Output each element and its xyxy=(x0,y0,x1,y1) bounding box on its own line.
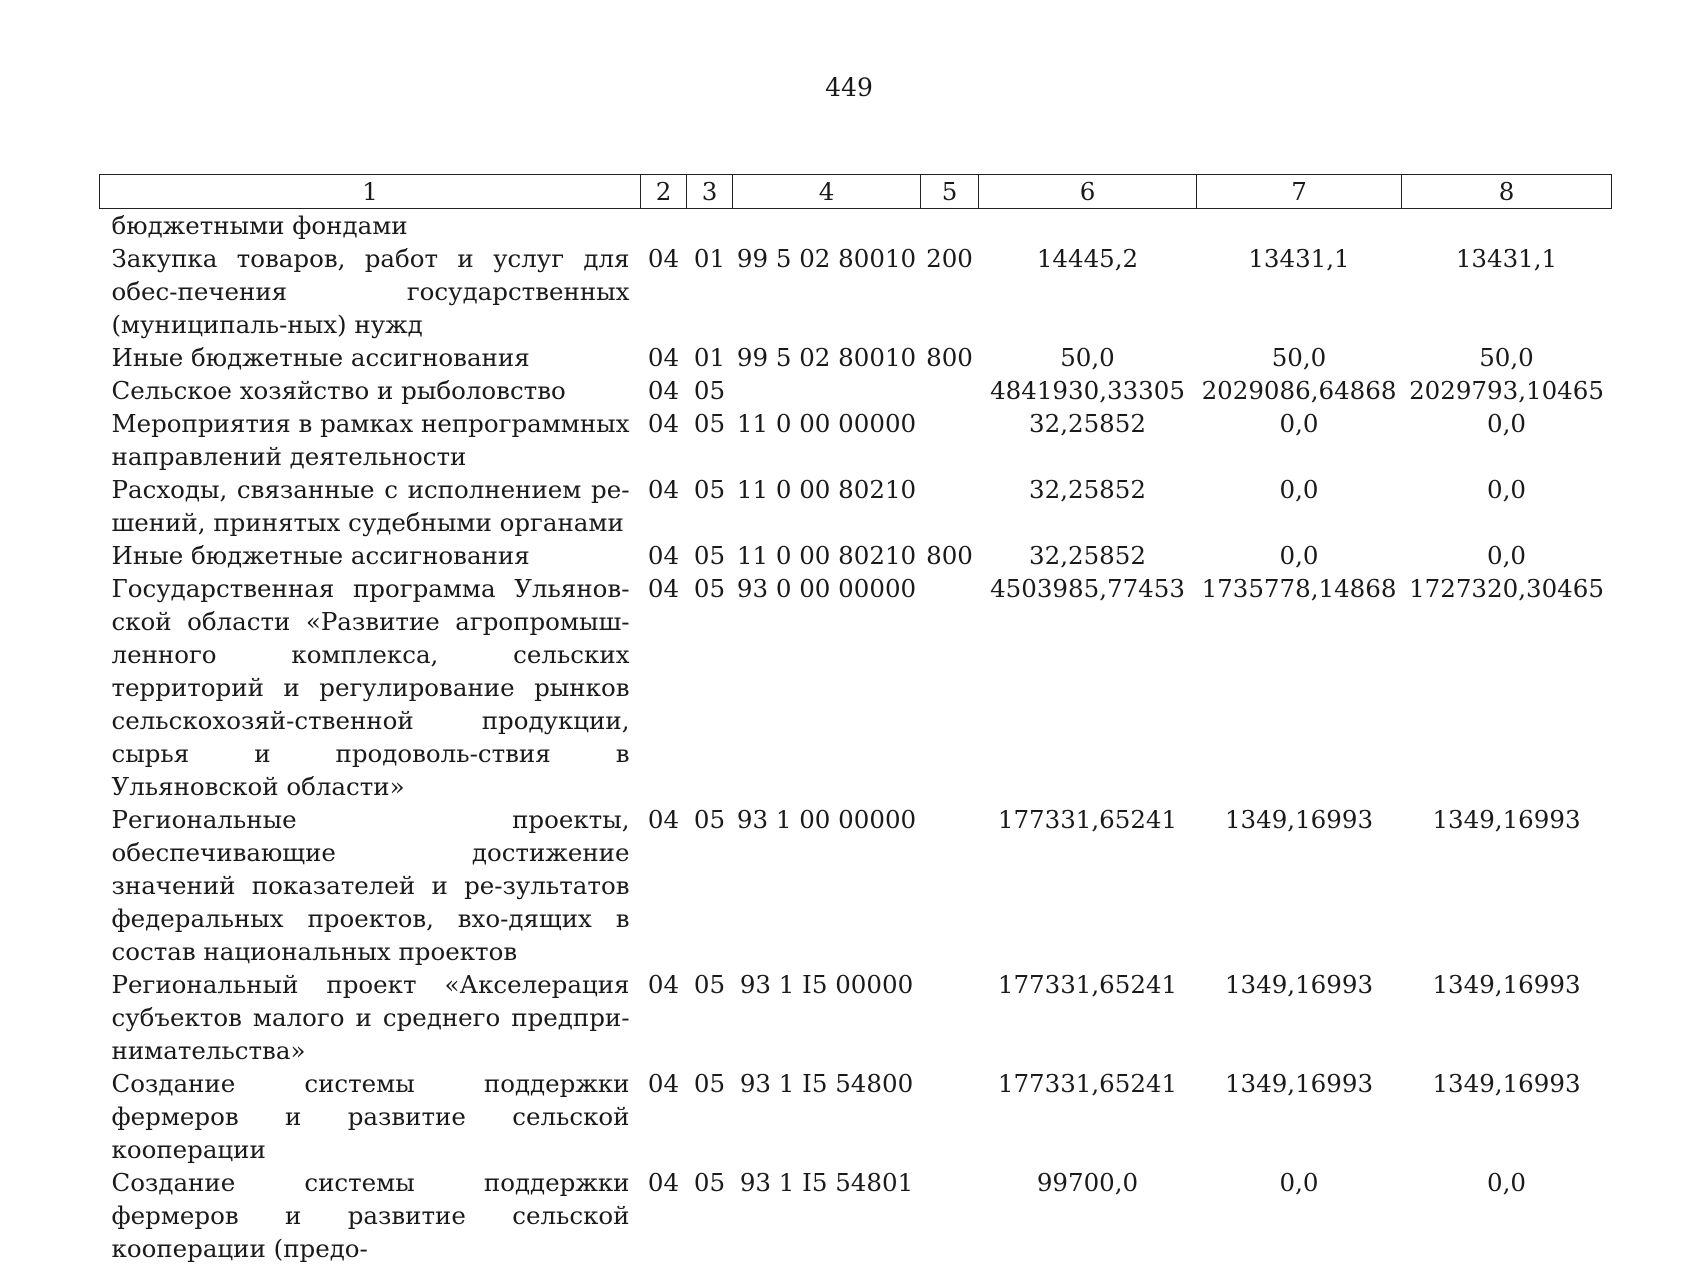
amount-col6-cell: 14445,2 xyxy=(979,242,1197,341)
column-header-6: 6 xyxy=(979,175,1197,209)
expense-type-cell: 800 xyxy=(921,539,979,572)
amount-col8-cell xyxy=(1402,209,1612,243)
table-row xyxy=(100,209,1612,243)
amount-col7-cell: 50,0 xyxy=(1197,341,1402,374)
amount-col6-cell: 177331,65241 xyxy=(979,968,1197,1067)
subsection-code-cell: 05 xyxy=(687,968,733,1067)
section-code-cell: 04 xyxy=(641,242,687,341)
amount-col6-cell: 177331,65241 xyxy=(979,803,1197,968)
expense-type-cell xyxy=(921,473,979,539)
section-code-cell: 04 xyxy=(641,473,687,539)
section-code-cell: 04 xyxy=(641,968,687,1067)
table-row xyxy=(100,1067,1612,1166)
row-name-cell: Мероприятия в рамках непрограммных направлений деятельности xyxy=(100,407,641,473)
row-name-cell: Закупка товаров, работ и услуг для обес-печения государственных (муниципаль-ных) нужд xyxy=(100,242,641,341)
section-code-cell xyxy=(641,209,687,243)
amount-col8-cell: 0,0 xyxy=(1402,473,1612,539)
target-article-cell: 11 0 00 80210 xyxy=(733,473,921,539)
target-article-cell: 93 0 00 00000 xyxy=(733,572,921,803)
amount-col7-cell: 1349,16993 xyxy=(1197,968,1402,1067)
amount-col6-cell: 99700,0 xyxy=(979,1166,1197,1265)
row-name-cell: Иные бюджетные ассигнования xyxy=(100,341,641,374)
amount-col7-cell: 0,0 xyxy=(1197,539,1402,572)
amount-col7-cell: 0,0 xyxy=(1197,473,1402,539)
expense-type-cell xyxy=(921,374,979,407)
target-article-cell: 99 5 02 80010 xyxy=(733,341,921,374)
amount-col7-cell: 2029086,64868 xyxy=(1197,374,1402,407)
amount-col8-cell: 0,0 xyxy=(1402,539,1612,572)
section-code-cell: 04 xyxy=(641,803,687,968)
target-article-cell: 93 1 I5 54801 xyxy=(733,1166,921,1265)
amount-col8-cell: 1349,16993 xyxy=(1402,803,1612,968)
column-header-3: 3 xyxy=(687,175,733,209)
table-row xyxy=(100,242,1612,341)
section-code-cell: 04 xyxy=(641,374,687,407)
table-row xyxy=(100,374,1612,407)
row-name-cell: Расходы, связанные с исполнением ре-шений, принятых судебными органами xyxy=(100,473,641,539)
amount-col7-cell: 1349,16993 xyxy=(1197,1067,1402,1166)
table-row xyxy=(100,1166,1612,1265)
expense-type-cell xyxy=(921,209,979,243)
target-article-cell xyxy=(733,209,921,243)
target-article-cell: 11 0 00 80210 xyxy=(733,539,921,572)
column-header-1: 1 xyxy=(100,175,641,209)
expense-type-cell xyxy=(921,572,979,803)
amount-col7-cell: 0,0 xyxy=(1197,1166,1402,1265)
subsection-code-cell: 05 xyxy=(687,572,733,803)
amount-col8-cell: 2029793,10465 xyxy=(1402,374,1612,407)
section-code-cell: 04 xyxy=(641,341,687,374)
amount-col8-cell: 1349,16993 xyxy=(1402,1067,1612,1166)
target-article-cell: 93 1 00 00000 xyxy=(733,803,921,968)
subsection-code-cell: 05 xyxy=(687,1067,733,1166)
amount-col6-cell xyxy=(979,209,1197,243)
amount-col8-cell: 1349,16993 xyxy=(1402,968,1612,1067)
amount-col8-cell: 50,0 xyxy=(1402,341,1612,374)
amount-col8-cell: 0,0 xyxy=(1402,1166,1612,1265)
amount-col7-cell: 0,0 xyxy=(1197,407,1402,473)
table-row xyxy=(100,968,1612,1067)
target-article-cell: 93 1 I5 54800 xyxy=(733,1067,921,1166)
row-name-cell: Региональный проект «Акселерация субъектов малого и среднего предпри-нимательства» xyxy=(100,968,641,1067)
row-name-cell: Иные бюджетные ассигнования xyxy=(100,539,641,572)
subsection-code-cell: 05 xyxy=(687,1166,733,1265)
amount-col7-cell: 1349,16993 xyxy=(1197,803,1402,968)
subsection-code-cell: 05 xyxy=(687,374,733,407)
amount-col6-cell: 4841930,33305 xyxy=(979,374,1197,407)
column-header-7: 7 xyxy=(1197,175,1402,209)
section-code-cell: 04 xyxy=(641,1166,687,1265)
target-article-cell: 11 0 00 00000 xyxy=(733,407,921,473)
expense-type-cell xyxy=(921,1067,979,1166)
table-row xyxy=(100,407,1612,473)
row-name-cell: Региональные проекты, обеспечивающие достижение значений показателей и ре-зультатов федеральных проектов, вхо-дящих в состав национальных проектов xyxy=(100,803,641,968)
table-row xyxy=(100,539,1612,572)
subsection-code-cell: 01 xyxy=(687,242,733,341)
amount-col6-cell: 32,25852 xyxy=(979,473,1197,539)
column-header-8: 8 xyxy=(1402,175,1612,209)
amount-col6-cell: 32,25852 xyxy=(979,407,1197,473)
amount-col7-cell: 1735778,14868 xyxy=(1197,572,1402,803)
target-article-cell: 99 5 02 80010 xyxy=(733,242,921,341)
subsection-code-cell: 05 xyxy=(687,407,733,473)
table-row xyxy=(100,473,1612,539)
table-row xyxy=(100,803,1612,968)
row-name-cell: Сельское хозяйство и рыболовство xyxy=(100,374,641,407)
budget-table xyxy=(99,174,1612,1265)
target-article-cell xyxy=(733,374,921,407)
amount-col6-cell: 32,25852 xyxy=(979,539,1197,572)
target-article-cell: 93 1 I5 00000 xyxy=(733,968,921,1067)
subsection-code-cell: 05 xyxy=(687,473,733,539)
expense-type-cell xyxy=(921,407,979,473)
row-name-cell: Создание системы поддержки фермеров и развитие сельской кооперации (предо- xyxy=(100,1166,641,1265)
table-row xyxy=(100,341,1612,374)
expense-type-cell xyxy=(921,1166,979,1265)
table-row xyxy=(100,572,1612,803)
row-name-cell: бюджетными фондами xyxy=(100,209,641,243)
table-header xyxy=(100,175,1612,209)
subsection-code-cell xyxy=(687,209,733,243)
column-number-row xyxy=(100,175,1612,209)
expense-type-cell xyxy=(921,968,979,1067)
expense-type-cell: 800 xyxy=(921,341,979,374)
amount-col7-cell xyxy=(1197,209,1402,243)
amount-col8-cell: 0,0 xyxy=(1402,407,1612,473)
expense-type-cell: 200 xyxy=(921,242,979,341)
amount-col6-cell: 50,0 xyxy=(979,341,1197,374)
amount-col6-cell: 177331,65241 xyxy=(979,1067,1197,1166)
amount-col8-cell: 1727320,30465 xyxy=(1402,572,1612,803)
row-name-cell: Государственная программа Ульянов-ской области «Развитие агропромыш-ленного комплекса, сельских территорий и регулирование рынков сельскохозяй-ственной продукции, сырья и продоволь-ствия в Ульяновской области» xyxy=(100,572,641,803)
amount-col6-cell: 4503985,77453 xyxy=(979,572,1197,803)
section-code-cell: 04 xyxy=(641,572,687,803)
subsection-code-cell: 05 xyxy=(687,803,733,968)
subsection-code-cell: 01 xyxy=(687,341,733,374)
column-header-4: 4 xyxy=(733,175,921,209)
section-code-cell: 04 xyxy=(641,539,687,572)
column-header-5: 5 xyxy=(921,175,979,209)
section-code-cell: 04 xyxy=(641,407,687,473)
amount-col8-cell: 13431,1 xyxy=(1402,242,1612,341)
table-body xyxy=(100,209,1612,1265)
amount-col7-cell: 13431,1 xyxy=(1197,242,1402,341)
column-header-2: 2 xyxy=(641,175,687,209)
section-code-cell: 04 xyxy=(641,1067,687,1166)
row-name-cell: Создание системы поддержки фермеров и развитие сельской кооперации xyxy=(100,1067,641,1166)
subsection-code-cell: 05 xyxy=(687,539,733,572)
expense-type-cell xyxy=(921,803,979,968)
page-number: 449 xyxy=(0,73,1698,102)
